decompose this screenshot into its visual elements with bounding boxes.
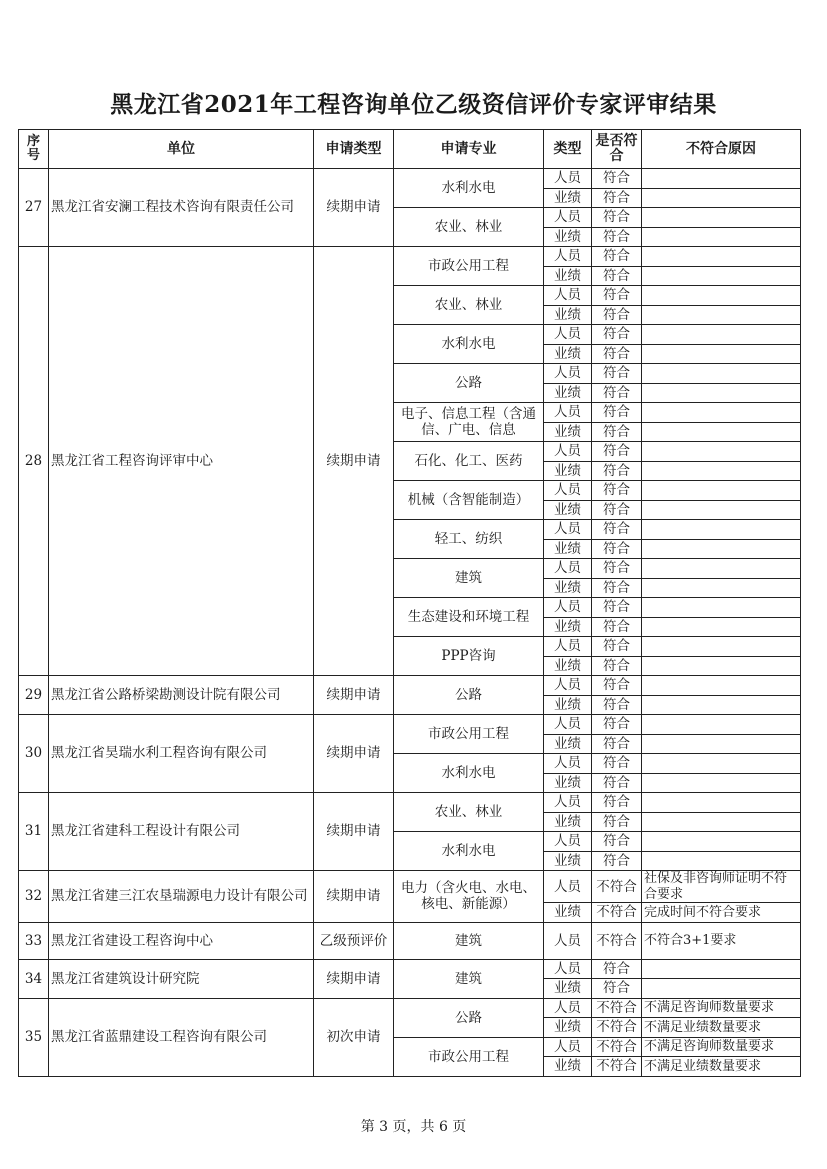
row-kind: 业绩 [544,617,592,637]
row-conform: 符合 [592,851,642,871]
row-major: 农业、林业 [394,208,544,247]
row-major: 公路 [394,364,544,403]
row-reason [642,247,801,267]
row-major: 轻工、纺织 [394,520,544,559]
row-conform: 符合 [592,227,642,247]
row-reason [642,851,801,871]
row-reason [642,656,801,676]
row-major: 生态建设和环境工程 [394,598,544,637]
row-unit: 黑龙江省建三江农垦瑞源电力设计有限公司 [49,871,314,923]
row-kind: 业绩 [544,734,592,754]
row-kind: 业绩 [544,500,592,520]
row-kind: 业绩 [544,773,592,793]
row-kind: 业绩 [544,422,592,442]
header-kind: 类型 [544,130,592,169]
row-apply-type: 初次申请 [314,998,394,1076]
row-conform: 符合 [592,500,642,520]
row-reason [642,481,801,501]
row-unit: 黑龙江省公路桥梁勘测设计院有限公司 [49,676,314,715]
row-reason [642,598,801,618]
header-apply-type: 申请类型 [314,130,394,169]
row-major: 市政公用工程 [394,247,544,286]
row-conform: 符合 [592,559,642,579]
row-reason [642,286,801,306]
row-kind: 人员 [544,832,592,852]
row-reason [642,169,801,189]
row-major: 水利水电 [394,169,544,208]
row-kind: 业绩 [544,1018,592,1038]
row-reason [642,715,801,735]
row-reason [642,695,801,715]
row-kind: 人员 [544,481,592,501]
row-reason [642,344,801,364]
row-conform: 符合 [592,266,642,286]
row-kind: 业绩 [544,578,592,598]
table-row [19,676,801,696]
row-major: 建筑 [394,922,544,959]
row-seq: 31 [19,793,49,871]
row-reason [642,364,801,384]
row-reason [642,442,801,462]
row-reason: 不满足业绩数量要求 [642,1018,801,1038]
row-kind: 业绩 [544,461,592,481]
table-body [19,169,801,1077]
row-reason [642,812,801,832]
row-conform: 符合 [592,578,642,598]
row-reason [642,422,801,442]
row-conform: 符合 [592,461,642,481]
row-kind: 业绩 [544,695,592,715]
row-apply-type: 续期申请 [314,715,394,793]
row-reason [642,637,801,657]
row-conform: 符合 [592,959,642,979]
row-conform: 符合 [592,422,642,442]
row-unit: 黑龙江省建科工程设计有限公司 [49,793,314,871]
row-conform: 不符合 [592,1057,642,1077]
row-kind: 业绩 [544,344,592,364]
table-row [19,959,801,979]
row-reason: 完成时间不符合要求 [642,903,801,923]
row-reason [642,208,801,228]
row-kind: 人员 [544,676,592,696]
row-reason [642,461,801,481]
row-kind: 人员 [544,520,592,540]
row-unit: 黑龙江省安澜工程技术咨询有限责任公司 [49,169,314,247]
row-reason: 不符合3+1要求 [642,922,801,959]
row-conform: 不符合 [592,1018,642,1038]
row-reason [642,773,801,793]
row-kind: 业绩 [544,979,592,999]
row-kind: 人员 [544,364,592,384]
row-apply-type: 续期申请 [314,959,394,998]
row-conform: 符合 [592,715,642,735]
row-unit: 黑龙江省建设工程咨询中心 [49,922,314,959]
row-unit: 黑龙江省工程咨询评审中心 [49,247,314,676]
row-conform: 符合 [592,656,642,676]
row-conform: 不符合 [592,903,642,923]
table-row [19,871,801,903]
row-kind: 人员 [544,325,592,345]
row-reason [642,188,801,208]
row-seq: 32 [19,871,49,923]
row-kind: 业绩 [544,656,592,676]
row-kind: 人员 [544,598,592,618]
row-major: 农业、林业 [394,286,544,325]
row-conform: 符合 [592,734,642,754]
row-major: 水利水电 [394,754,544,793]
row-kind: 人员 [544,1037,592,1057]
row-reason [642,676,801,696]
row-seq: 35 [19,998,49,1076]
row-major: 市政公用工程 [394,1037,544,1076]
row-conform: 符合 [592,812,642,832]
row-reason [642,832,801,852]
row-kind: 人员 [544,286,592,306]
row-conform: 符合 [592,598,642,618]
row-apply-type: 续期申请 [314,169,394,247]
row-conform: 不符合 [592,1037,642,1057]
row-conform: 不符合 [592,871,642,903]
row-reason [642,979,801,999]
row-reason [642,305,801,325]
row-seq: 30 [19,715,49,793]
row-kind: 业绩 [544,1057,592,1077]
row-conform: 符合 [592,169,642,189]
row-kind: 业绩 [544,266,592,286]
row-major: 公路 [394,998,544,1037]
row-kind: 人员 [544,922,592,959]
row-conform: 符合 [592,247,642,267]
row-kind: 人员 [544,871,592,903]
row-apply-type: 续期申请 [314,676,394,715]
row-conform: 符合 [592,539,642,559]
row-reason [642,520,801,540]
row-kind: 业绩 [544,188,592,208]
row-conform: 符合 [592,979,642,999]
row-kind: 业绩 [544,383,592,403]
row-kind: 人员 [544,715,592,735]
row-conform: 符合 [592,773,642,793]
row-kind: 人员 [544,559,592,579]
row-major: 建筑 [394,959,544,998]
row-unit: 黑龙江省建筑设计研究院 [49,959,314,998]
row-unit: 黑龙江省昊瑞水利工程咨询有限公司 [49,715,314,793]
row-conform: 不符合 [592,922,642,959]
row-reason: 不满足咨询师数量要求 [642,998,801,1018]
row-major: 石化、化工、医药 [394,442,544,481]
table-row [19,922,801,959]
header-unit: 单位 [49,130,314,169]
row-kind: 人员 [544,754,592,774]
row-kind: 人员 [544,442,592,462]
row-kind: 人员 [544,208,592,228]
row-conform: 符合 [592,305,642,325]
row-conform: 符合 [592,832,642,852]
row-reason [642,559,801,579]
row-seq: 28 [19,247,49,676]
row-major: 水利水电 [394,325,544,364]
row-reason [642,500,801,520]
row-seq: 34 [19,959,49,998]
row-major: PPP咨询 [394,637,544,676]
row-conform: 不符合 [592,998,642,1018]
header-conform: 是否符合 [592,130,642,169]
row-reason [642,754,801,774]
table-row [19,793,801,813]
header-seq: 序号 [19,130,49,169]
row-reason: 社保及非咨询师证明不符合要求 [642,871,801,903]
row-apply-type: 乙级预评价 [314,922,394,959]
row-kind: 人员 [544,637,592,657]
row-kind: 业绩 [544,305,592,325]
row-major: 电力（含火电、水电、核电、新能源） [394,871,544,923]
row-conform: 符合 [592,481,642,501]
row-kind: 业绩 [544,227,592,247]
row-seq: 33 [19,922,49,959]
row-seq: 29 [19,676,49,715]
row-reason [642,617,801,637]
row-reason [642,734,801,754]
row-unit: 黑龙江省蓝鼎建设工程咨询有限公司 [49,998,314,1076]
row-reason [642,793,801,813]
row-reason [642,227,801,247]
row-conform: 符合 [592,695,642,715]
row-conform: 符合 [592,325,642,345]
page-title: 黑龙江省2021年工程咨询单位乙级资信评价专家评审结果 [110,91,717,118]
result-table [18,129,801,1077]
row-conform: 符合 [592,208,642,228]
table-row [19,169,801,189]
row-major: 公路 [394,676,544,715]
row-reason [642,959,801,979]
row-conform: 符合 [592,754,642,774]
row-major: 市政公用工程 [394,715,544,754]
row-conform: 符合 [592,442,642,462]
row-major: 建筑 [394,559,544,598]
header-row [19,130,801,169]
row-major: 农业、林业 [394,793,544,832]
row-conform: 符合 [592,188,642,208]
table-row [19,247,801,267]
row-kind: 业绩 [544,812,592,832]
row-major: 水利水电 [394,832,544,871]
row-kind: 业绩 [544,851,592,871]
row-reason [642,403,801,423]
row-conform: 符合 [592,676,642,696]
row-kind: 人员 [544,169,592,189]
row-apply-type: 续期申请 [314,871,394,923]
row-kind: 人员 [544,793,592,813]
row-conform: 符合 [592,617,642,637]
row-reason [642,578,801,598]
row-kind: 人员 [544,247,592,267]
row-reason [642,325,801,345]
row-apply-type: 续期申请 [314,247,394,676]
row-kind: 业绩 [544,903,592,923]
row-conform: 符合 [592,793,642,813]
row-conform: 符合 [592,286,642,306]
row-apply-type: 续期申请 [314,793,394,871]
row-conform: 符合 [592,520,642,540]
page-footer: 第 3 页，共 6 页 [360,1119,467,1135]
row-conform: 符合 [592,344,642,364]
row-reason [642,539,801,559]
table-row [19,998,801,1018]
row-reason: 不满足咨询师数量要求 [642,1037,801,1057]
row-reason: 不满足业绩数量要求 [642,1057,801,1077]
row-kind: 人员 [544,959,592,979]
row-major: 电子、信息工程（含通信、广电、信息 [394,403,544,442]
row-conform: 符合 [592,364,642,384]
header-major: 申请专业 [394,130,544,169]
row-conform: 符合 [592,383,642,403]
row-conform: 符合 [592,403,642,423]
row-kind: 人员 [544,403,592,423]
table-row [19,715,801,735]
row-conform: 符合 [592,637,642,657]
row-seq: 27 [19,169,49,247]
row-reason [642,266,801,286]
row-reason [642,383,801,403]
row-kind: 人员 [544,998,592,1018]
row-major: 机械（含智能制造） [394,481,544,520]
row-kind: 业绩 [544,539,592,559]
header-reason: 不符合原因 [642,130,801,169]
